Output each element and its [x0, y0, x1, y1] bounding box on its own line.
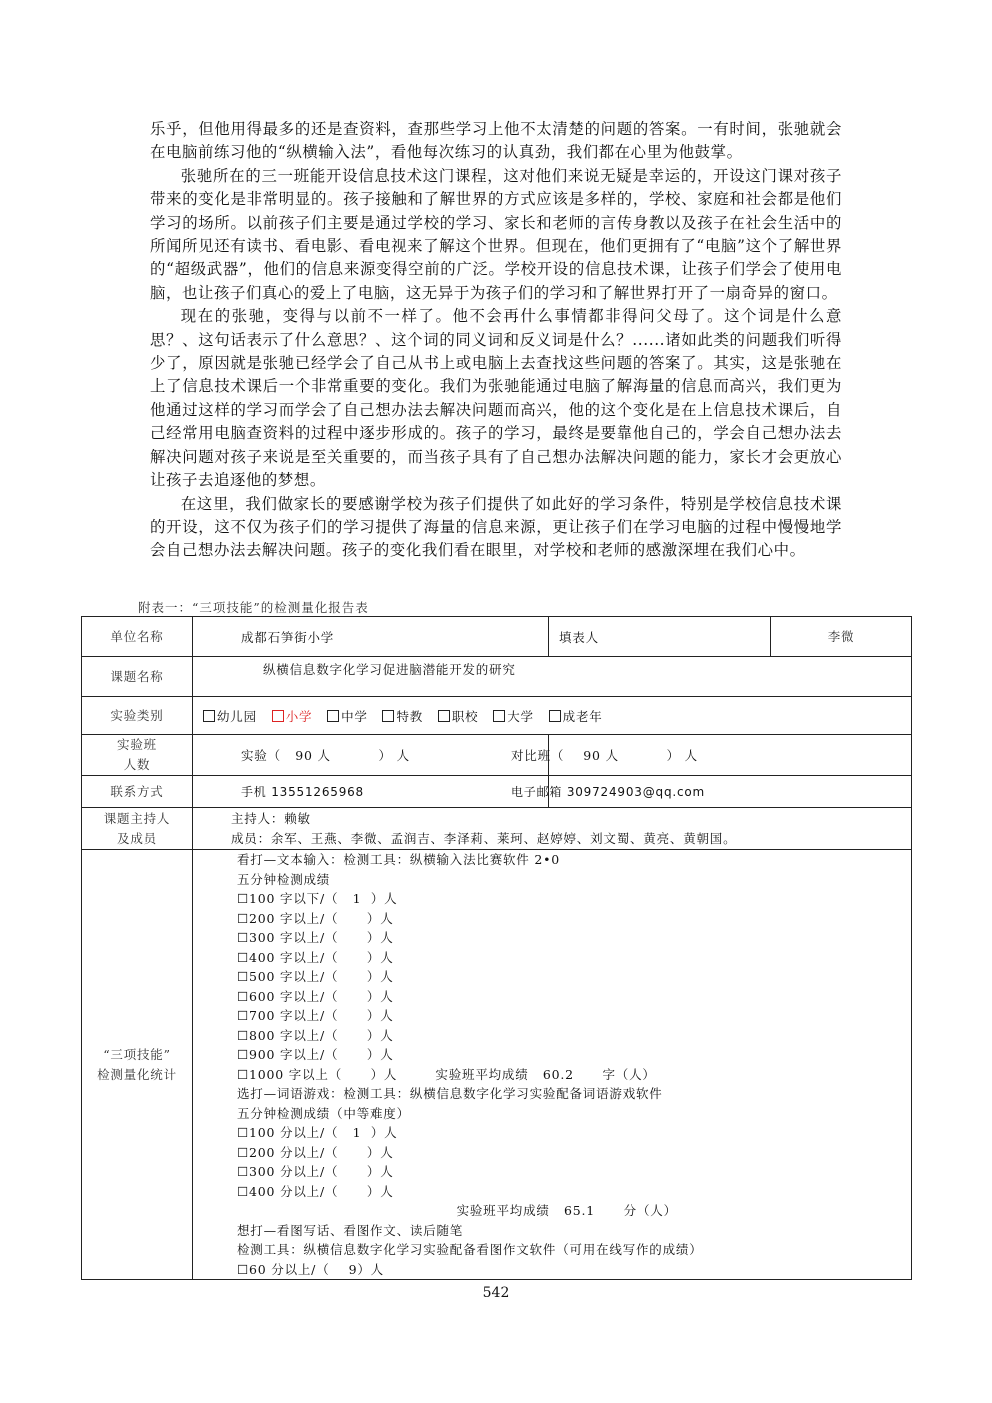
checkbox-icon — [382, 710, 394, 722]
checkbox-icon — [203, 710, 215, 722]
topic-label: 课题名称 — [82, 657, 193, 697]
members-cell — [193, 808, 912, 850]
stats-line: ☐200 字以上/（ ）人 — [237, 910, 394, 926]
stats-line: 五分钟检测成绩 — [237, 871, 331, 887]
stats-line: ☐100 分以上/（ 1 ）人 — [237, 1125, 398, 1140]
category-option[interactable]: 职校 — [438, 709, 479, 724]
category-option[interactable]: 成老年 — [549, 709, 603, 724]
stats-line: ☐200 分以上/（ ）人 — [237, 1144, 394, 1160]
paragraph: 乐乎，但他用得最多的还是查资料，查那些学习上他不太清楚的问题的答案。一有时间，张驰就会在电脑前练习他的“纵横输入法”，看他每次练习的认真劲，我们都在心里为他鼓掌。 — [150, 120, 842, 162]
stats-line: ☐600 字以上/（ ）人 — [237, 988, 394, 1004]
paragraph: 在这里，我们做家长的要感谢学校为孩子们提供了如此好的学习条件，特别是学校信息技术课的开设，这不仅为孩子们的学习提供了海量的信息来源，更让孩子们在学习电脑的过程中慢慢地学会自己想办法去解决问题。孩子的变化我们看在眼里，对学校和老师的感激深埋在我们心中。 — [150, 494, 842, 560]
paragraph: 现在的张驰，变得与以前不一样了。他不会再什么事情都非得问父母了。这个词是什么意思？、这句话表示了什么意思？、这个词的同义词和反义词是什么？......诸如此类的问题我们听得少了，原因就是张驰已经学会了自己从书上或电脑上去查找这些问题的答案了。其实，这是张驰在上了信息技术课后一个非常重要的变化。我们为张驰能通过电脑了解海量的信息而高兴，我们更为他通过这样的学习而学会了自己想办法去解决问题而高兴，他的这个变化是在上信息技术课后，自己经常用电脑查资料的过程中逐步形成的。孩子的学习，最终是要靠他自己的，学会自己想办法去解决问题对孩子来说是至关重要的，而当孩子具有了自己想办法解决问题的能力，家长才会更放心让孩子去追逐他的梦想。 — [150, 307, 842, 490]
host: 主持人：赖敏 — [231, 810, 311, 826]
table-row — [82, 776, 912, 808]
count-label: 实验班 人数 — [82, 735, 193, 776]
members: 成员：余军、王燕、李微、孟润吉、李泽莉、莱珂、赵婷婷、刘文蜀、黄亮、黄朝国。 — [231, 830, 737, 846]
stats-line: 想打—看图写话、看图作文、读后随笔 — [237, 1222, 464, 1238]
stats-line: ☐300 字以上/（ ）人 — [237, 930, 394, 945]
category-option[interactable]: 特教 — [382, 709, 423, 724]
stats-line: ☐60 分以上/（ 9）人 — [237, 1261, 384, 1277]
unit-value: 成都石笋街小学 — [193, 617, 549, 657]
table-row — [82, 850, 912, 1280]
stats-line: ☐900 字以上/（ ）人 — [237, 1047, 394, 1062]
filler-label: 填表人 — [549, 617, 771, 657]
stats-line: 看打—文本输入：检测工具：纵横输入法比赛软件 2•0 — [237, 852, 561, 867]
stats-label: “三项技能” 检测量化统计 — [82, 850, 193, 1280]
category-option[interactable]: 幼儿园 — [203, 709, 257, 724]
members-label: 课题主持人 及成员 — [82, 808, 193, 850]
table-row — [82, 735, 912, 776]
stats-line: ☐100 字以下/（ 1 ）人 — [237, 891, 398, 906]
checkbox-icon — [327, 710, 339, 722]
paragraph: 张驰所在的三一班能开设信息技术这门课程，这对他们来说无疑是幸运的，开设这门课对孩子带来的变化是非常明显的。孩子接触和了解世界的方式应该是多样的，学校、家庭和社会都是他们学习的场所。以前孩子们主要是通过学校的学习、家长和老师的言传身教以及孩子在社会生活中的所闻所见还有读书、看电影、看电视来了解这个世界。但现在，他们更拥有了“电脑”这个了解世界的“超级武器”，他们的信息来源变得空前的广泛。学校开设的信息技术课，让孩子们学会了使用电脑，也让孩子们真心的爱上了电脑，这无异于为孩子们的学习和了解世界打开了一扇奇异的窗口。 — [150, 166, 842, 302]
email: 电子邮箱 309724903@qq.com — [549, 776, 912, 808]
checkbox-icon — [493, 710, 505, 722]
category-option[interactable]: 大学 — [493, 709, 534, 724]
topic-value: 纵横信息数字化学习促进脑潜能开发的研究 — [193, 657, 912, 697]
control-count: 对比班（ 90 人 ） 人 — [549, 735, 912, 776]
stats-line: 五分钟检测成绩（中等难度） — [237, 1105, 410, 1121]
contact-label: 联系方式 — [82, 776, 193, 808]
table-row — [82, 657, 912, 697]
category-label: 实验类别 — [82, 697, 193, 735]
stats-line: ☐500 字以上/（ ）人 — [237, 969, 394, 984]
checkbox-icon — [438, 710, 450, 722]
experiment-count: 实验（ 90 人 ） 人 — [193, 735, 549, 776]
page-number: 542 — [482, 1285, 510, 1301]
stats-cell — [193, 850, 912, 1280]
stats-line: ☐1000 字以上（ ）人 实验班平均成绩 60.2 字（人） — [237, 1066, 656, 1082]
stats-line: ☐300 分以上/（ ）人 — [237, 1164, 394, 1179]
stats-lines — [237, 850, 911, 1279]
stats-line: 实验班平均成绩 65.1 分（人） — [237, 1203, 677, 1218]
table-row — [82, 617, 912, 657]
checkbox-icon — [272, 710, 284, 722]
phone: 手机 13551265968 — [193, 776, 549, 808]
stats-line: 检测工具：纵横信息数字化学习实验配备看图作文软件（可用在线写作的成绩） — [237, 1242, 703, 1257]
stats-line: ☐800 字以上/（ ）人 — [237, 1027, 394, 1043]
table-caption: 附表一：“三项技能”的检测量化报告表 — [138, 600, 369, 615]
filler-value: 李微 — [771, 617, 912, 657]
category-option[interactable]: 中学 — [327, 709, 368, 724]
unit-label: 单位名称 — [82, 617, 193, 657]
table-row — [82, 808, 912, 850]
checkbox-icon — [549, 710, 561, 722]
stats-line: ☐400 字以上/（ ）人 — [237, 949, 394, 965]
body-text — [150, 118, 842, 563]
category-option-selected[interactable]: 小学 — [272, 709, 313, 724]
stats-line: ☐700 字以上/（ ）人 — [237, 1008, 394, 1023]
category-options — [193, 697, 912, 735]
stats-line: ☐400 分以上/（ ）人 — [237, 1183, 394, 1199]
table-row — [82, 697, 912, 735]
report-table — [81, 616, 912, 1280]
stats-line: 选打—词语游戏：检测工具：纵横信息数字化学习实验配备词语游戏软件 — [237, 1086, 663, 1101]
